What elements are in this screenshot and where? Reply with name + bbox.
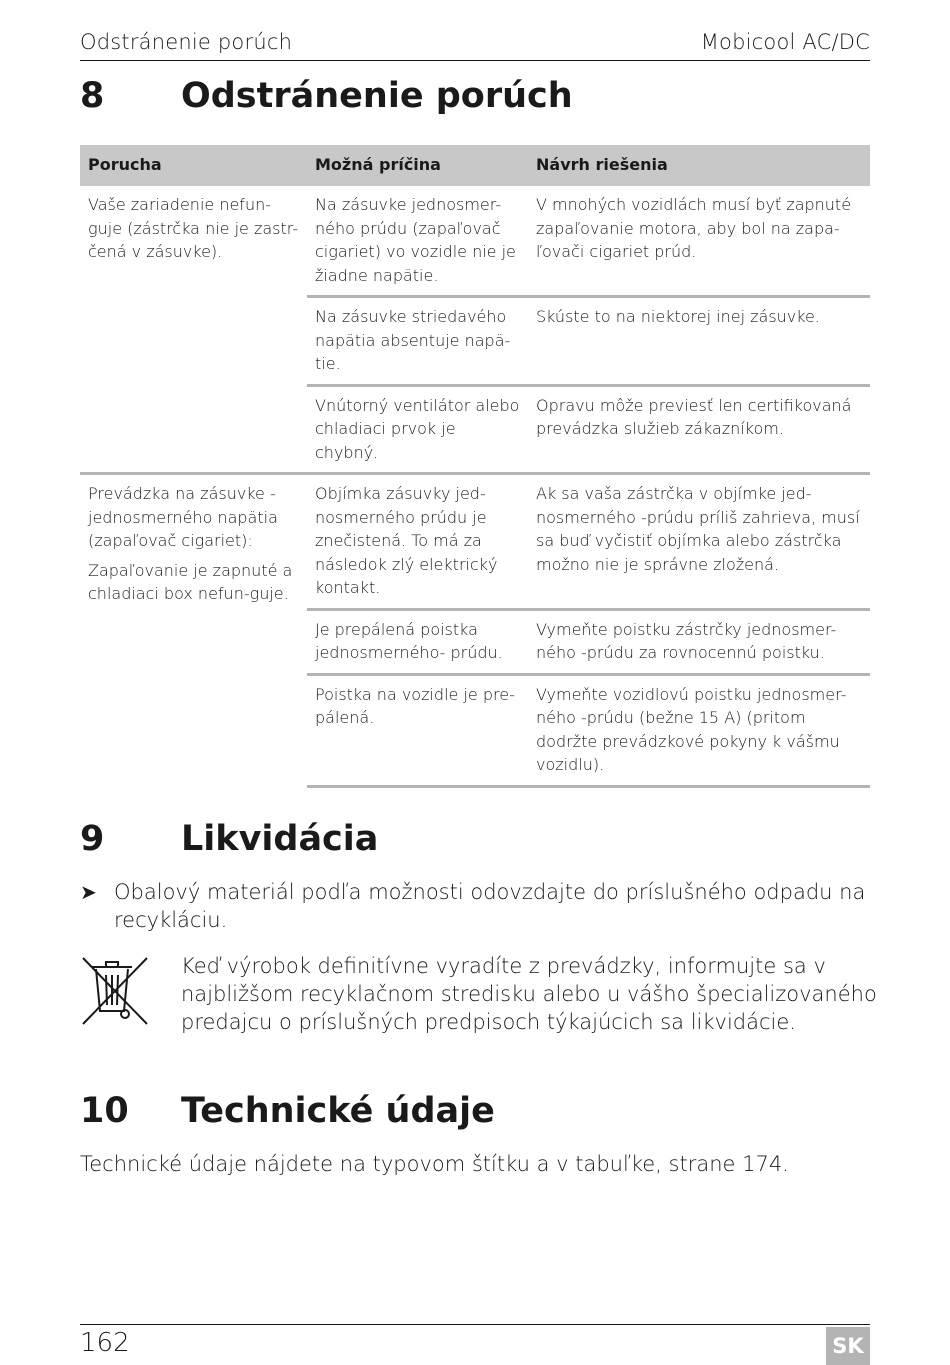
language-badge: SK (826, 1327, 870, 1365)
page-header (80, 28, 870, 61)
section-title: Likvidácia (181, 819, 379, 859)
solution-cell: Vymeňte vozidlovú poistku jednosmer-ného -prúdu (bežne 15 A) (pritom dodržte prevádzkové pokyny k vášmu vozidlu). (528, 674, 870, 786)
solution-cell: Opravu môže previesť len certifikovaná prevádzka služieb zákazníkom. (528, 385, 870, 474)
troubleshooting-table (80, 145, 870, 788)
column-header-cause: Možná príčina (307, 145, 528, 186)
fault-text: Zapaľovanie je zapnuté a chladiaci box nefun-guje. (88, 560, 293, 603)
cause-cell: Objímka zásuvky jed-nosmerného prúdu je znečistená. To má za následok zlý elektrický kontakt. (307, 474, 528, 610)
page-number: 162 (80, 1328, 130, 1358)
fault-cell (80, 474, 307, 787)
instruction-bullet (80, 878, 870, 934)
crossed-out-wheelie-bin-icon (80, 955, 150, 1027)
cause-cell: Je prepálená poistka jednosmerného- prúdu. (307, 609, 528, 674)
section-number: 9 (80, 819, 105, 859)
bullet-text: Obalový materiál podľa možnosti odovzdajte do príslušného odpadu na recykláciu. (114, 880, 866, 932)
cause-cell: Na zásuvke striedavého napätia absentuje napä-tie. (307, 297, 528, 386)
header-section-title: Odstránenie porúch (80, 30, 293, 54)
header-product-name: Mobicool AC/DC (700, 30, 870, 54)
fault-text: Vaše zariadenie nefun-guje (zástrčka nie je zastr-čená v zásuvke). (88, 195, 299, 261)
fault-cell (80, 186, 307, 474)
section-number: 10 (80, 1091, 129, 1131)
cause-cell: Vnútorný ventilátor alebo chladiaci prvok je chybný. (307, 385, 528, 474)
solution-cell: Vymeňte poistku zástrčky jednosmer-ného -prúdu za rovnocennú poistku. (528, 609, 870, 674)
column-header-fault: Porucha (80, 145, 307, 186)
column-header-solution: Návrh riešenia (528, 145, 870, 186)
arrow-right-icon: ➤ (80, 880, 97, 904)
footer-divider (80, 1324, 870, 1325)
cause-cell: Na zásuvke jednosmer-ného prúdu (zapaľovač cigariet) vo vozidle nie je žiadne napätie. (315, 195, 516, 285)
section-number: 8 (80, 76, 105, 116)
solution-cell: Ak sa vaša zástrčka v objímke jed-nosmerného -prúdu príliš zahrieva, musí sa buď vyčistiť objímka alebo zástrčka možno nie je správne zložená. (528, 474, 870, 610)
technical-data-text: Technické údaje nájdete na typovom štítku a v tabuľke, strane 174. (80, 1152, 789, 1176)
cause-cell: Poistka na vozidle je pre-pálená. (307, 674, 528, 786)
solution-cell: Skúste to na niektorej inej zásuvke. (528, 297, 870, 386)
fault-text: Prevádzka na zásuvke -jednosmerného napätia (zapaľovač cigariet): (88, 484, 278, 550)
section-title: Odstránenie porúch (181, 76, 573, 116)
table-row (80, 474, 870, 610)
section-title: Technické údaje (181, 1091, 495, 1131)
table-row (80, 186, 870, 297)
table-header-row (80, 145, 870, 186)
solution-cell: V mnohých vozidlách musí byť zapnuté zapaľovanie motora, aby bol na zapa-ľovači cigariet prúd. (536, 195, 852, 261)
disposal-text: Keď výrobok definitívne vyradíte z prevádzky, informujte sa v najbližšom recyklačnom stredisku alebo u vášho špecializovaného predajcu o príslušných predpisoch týkajúcich sa likvidácie. (181, 954, 877, 1034)
